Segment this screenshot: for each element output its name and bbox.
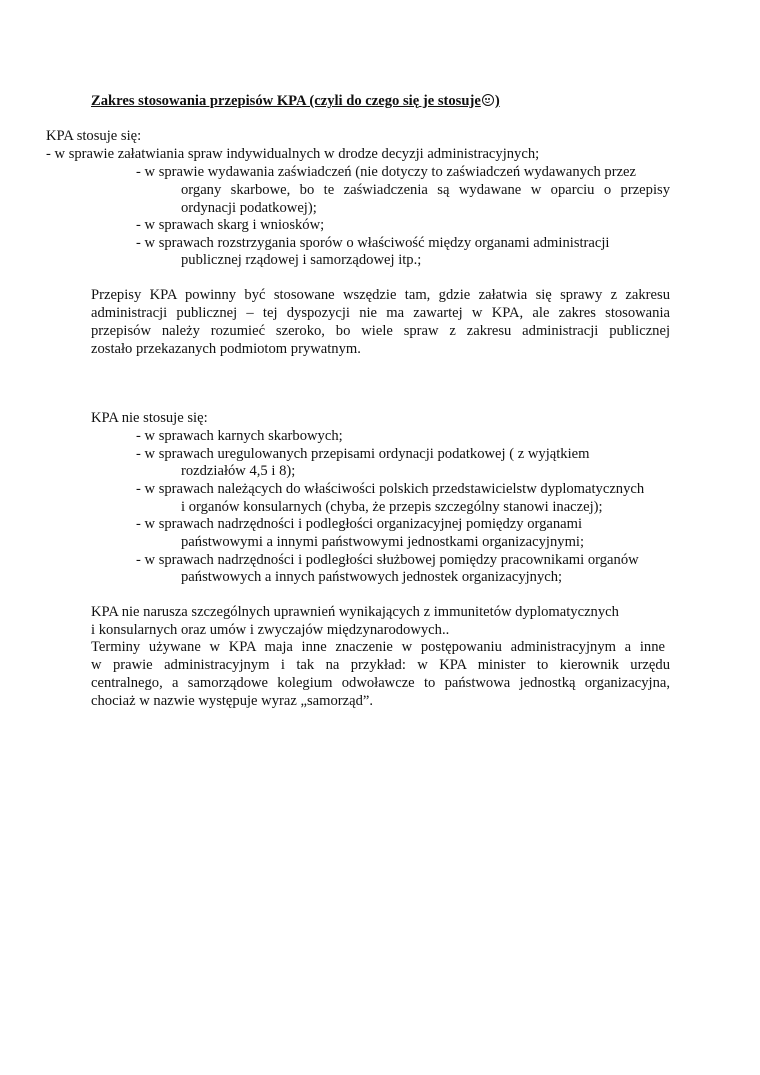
- section1-sub3-line1: - w sprawach rozstrzygania sporów o właściwość między organami administracji: [136, 235, 610, 251]
- para2-line2: i konsularnych oraz umów i zwyczajów międzynarodowych..: [91, 622, 450, 638]
- smiley-icon: [482, 94, 494, 106]
- title-text: Zakres stosowania przepisów KPA (czyli do czego się je stosuje: [91, 93, 481, 109]
- section2-item1: - w sprawach karnych skarbowych;: [136, 428, 343, 444]
- para2-line5: centralnego, a samorządowe kolegium odwoławcze to państwowa jednostką organizacyjna,: [91, 675, 670, 691]
- section2-item4-line2: państwowymi a innymi państwowymi jednostkami organizacyjnymi;: [181, 534, 585, 550]
- section2-item5-line2: państwowych a innych państwowych jednostek organizacyjnych;: [181, 569, 563, 585]
- section2-item3-line2: i organów konsularnych (chyba, że przepis szczególny stanowi inaczej);: [181, 499, 603, 515]
- section1-sub2: - w sprawach skarg i wniosków;: [136, 217, 325, 233]
- para1-line1: Przepisy KPA powinny być stosowane wszędzie tam, gdzie załatwia się sprawy z zakresu: [91, 287, 670, 303]
- para1-line2: administracji publicznej – tej dyspozycji nie ma zawartej w KPA, ale zakres stosowania: [91, 305, 670, 321]
- section1-sub1-line2: organy skarbowe, bo te zaświadczenia są wydawane w oparciu o przepisy: [181, 182, 670, 198]
- section1-sub1-line3: ordynacji podatkowej);: [181, 200, 317, 216]
- para2-line3: Terminy używane w KPA maja inne znaczenie w postępowaniu administracyjnym a inne: [91, 639, 665, 655]
- para2-line1: KPA nie narusza szczególnych uprawnień wynikających z immunitetów dyplomatycznych: [91, 604, 619, 620]
- title-close: ): [494, 93, 500, 109]
- para1-line3: przepisów należy rozumieć szeroko, bo wiele spraw z zakresu administracji publicznej: [91, 323, 670, 339]
- section2-item2-line2: rozdziałów 4,5 i 8);: [181, 463, 296, 479]
- para2-line6: chociaż w nazwie występuje wyraz „samorząd”.: [91, 693, 374, 709]
- para1-line4: zostało przekazanych podmiotom prywatnym.: [91, 341, 361, 357]
- section1-heading: KPA stosuje się:: [46, 128, 142, 144]
- section2-item4-line1: - w sprawach nadrzędności i podległości organizacyjnej pomiędzy organami: [136, 516, 583, 532]
- section2-item3-line1: - w sprawach należących do właściwości polskich przedstawicielstw dyplomatycznych: [136, 481, 645, 497]
- section1-sub3-line2: publicznej rządowej i samorządowej itp.;: [181, 252, 422, 268]
- section1-item1: - w sprawie załatwiania spraw indywidualnych w drodze decyzji administracyjnych;: [46, 146, 540, 162]
- document-title: [91, 93, 500, 111]
- para2-line4: w prawie administracyjnym i tak na przykład: w KPA minister to kierownik urzędu: [91, 657, 670, 673]
- section2-item2-line1: - w sprawach uregulowanych przepisami ordynacji podatkowej ( z wyjątkiem: [136, 446, 590, 462]
- section2-item5-line1: - w sprawach nadrzędności i podległości służbowej pomiędzy pracownikami organów: [136, 552, 639, 568]
- section1-sub1-line1: - w sprawie wydawania zaświadczeń (nie dotyczy to zaświadczeń wydawanych przez: [136, 164, 637, 180]
- section2-heading: KPA nie stosuje się:: [91, 410, 208, 426]
